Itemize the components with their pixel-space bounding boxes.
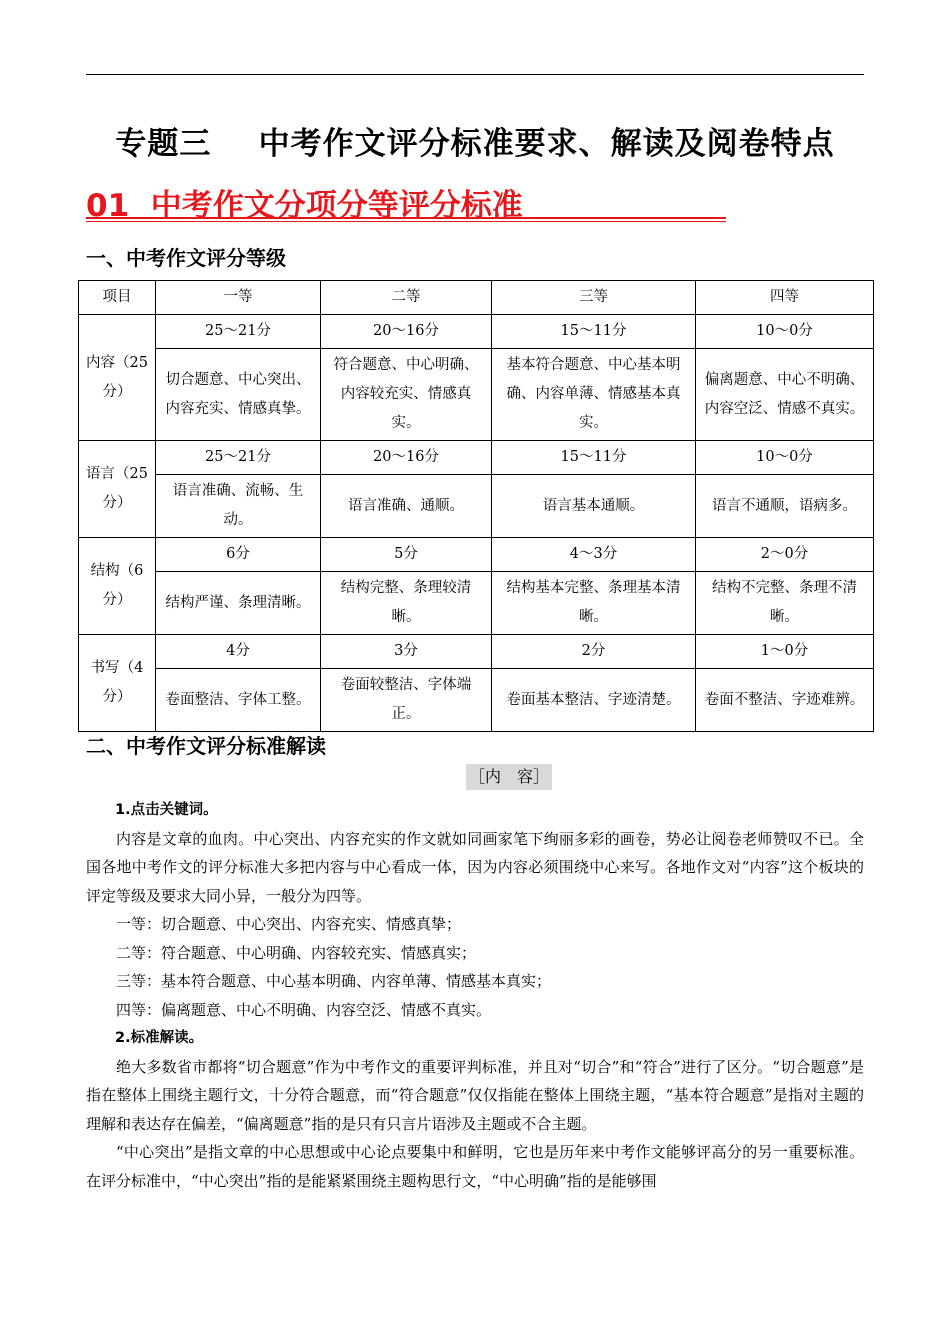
table-score-cell: 4分	[156, 635, 321, 669]
table-desc-cell: 语言准确、流畅、生动。	[156, 475, 321, 538]
table-score-cell: 15～11分	[492, 441, 696, 475]
table-score-cell: 10～0分	[696, 441, 874, 475]
table-score-cell: 2分	[492, 635, 696, 669]
table-desc-cell: 切合题意、中心突出、内容充实、情感真挚。	[156, 349, 321, 441]
table-score-cell: 25～21分	[156, 441, 321, 475]
table-score-cell: 25～21分	[156, 315, 321, 349]
document-title: 专题三 中考作文评分标准要求、解读及阅卷特点	[115, 126, 835, 162]
table-row-desc	[79, 572, 874, 635]
table-score-cell: 10～0分	[696, 315, 874, 349]
table-desc-cell: 语言基本通顺。	[492, 475, 696, 538]
table-score-cell: 1～0分	[696, 635, 874, 669]
table-row-score	[79, 441, 874, 475]
table-score-cell: 20～16分	[321, 441, 492, 475]
table-row-desc	[79, 669, 874, 732]
subheading: 1.点击关键词。	[115, 802, 218, 818]
table-row-score	[79, 538, 874, 572]
paragraph: 绝大多数省市都将“切合题意”作为中考作文的重要评判标准，并且对“切合”和“符合”进行了区分。“切合题意”是指在整体上围绕主题行文，十分符合题意，而“符合题意”仅仅指能在整体上围绕主题，“基本符合题意”是指对主题的理解和表达存在偏差，“偏离题意”指的是只有只言片语涉及主题或不合主题。	[86, 1057, 864, 1133]
table-row-desc	[79, 349, 874, 441]
section-underline-thin	[86, 221, 726, 222]
body-text	[86, 796, 864, 1195]
table-header-cell: 三等	[492, 281, 696, 315]
section-underline	[86, 217, 726, 219]
paragraph: “中心突出”是指文章的中心思想或中心论点要集中和鲜明，它也是历年来中考作文能够评高分的另一重要标准。在评分标准中，“中心突出”指的是能紧紧围绕主题构思行文，“中心明确”指的是能够围	[86, 1143, 864, 1190]
table-score-cell: 15～11分	[492, 315, 696, 349]
table-item-cell: 语言（25分）	[79, 441, 156, 538]
table-desc-cell: 符合题意、中心明确、内容较充实、情感真实。	[321, 349, 492, 441]
paragraph: 一等：切合题意、中心突出、内容充实、情感真挚；	[116, 915, 462, 933]
heading-grading-levels: 一、中考作文评分等级	[86, 246, 286, 270]
table-header-cell: 一等	[156, 281, 321, 315]
table-header-cell: 二等	[321, 281, 492, 315]
paragraph: 四等：偏离题意、中心不明确、内容空泛、情感不真实。	[116, 1000, 492, 1019]
table-item-cell: 书写（4分）	[79, 635, 156, 732]
table-row-desc	[79, 475, 874, 538]
table-header-cell: 四等	[696, 281, 874, 315]
table-item-cell: 内容（25分）	[79, 315, 156, 441]
table-desc-cell: 结构严谨、条理清晰。	[156, 572, 321, 635]
table-desc-cell: 基本符合题意、中心基本明确、内容单薄、情感基本真实。	[492, 349, 696, 441]
table-score-cell: 20～16分	[321, 315, 492, 349]
table-desc-cell: 结构完整、条理较清晰。	[321, 572, 492, 635]
table-header-row	[79, 281, 874, 315]
table-desc-cell: 语言不通顺，语病多。	[696, 475, 874, 538]
table-item-cell: 结构（6分）	[79, 538, 156, 635]
table-desc-cell: 语言准确、通顺。	[321, 475, 492, 538]
subheading: 2.标准解读。	[115, 1030, 204, 1046]
heading-interpretation: 二、中考作文评分标准解读	[86, 734, 326, 758]
table-desc-cell: 卷面较整洁、字体端正。	[321, 669, 492, 732]
grading-table	[78, 280, 874, 732]
table-desc-cell: 卷面不整洁、字迹难辨。	[696, 669, 874, 732]
paragraph: 内容是文章的血肉。中心突出、内容充实的作文就如同画家笔下绚丽多彩的画卷，势必让阅卷老师赞叹不已。全国各地中考作文的评分标准大多把内容与中心看成一体，因为内容必须围绕中心来写。各地作文对“内容”这个板块的评定等级及要求大同小异，一般分为四等。	[86, 829, 864, 905]
table-desc-cell: 偏离题意、中心不明确、内容空泛、情感不真实。	[696, 349, 874, 441]
table-row-score	[79, 315, 874, 349]
table-score-cell: 5分	[321, 538, 492, 572]
content-tag: ［内 容］	[466, 764, 552, 790]
table-row-score	[79, 635, 874, 669]
table-desc-cell: 卷面整洁、字体工整。	[156, 669, 321, 732]
section-heading-01: 01 中考作文分项分等评分标准	[86, 188, 523, 224]
paragraph: 三等：基本符合题意、中心基本明确、内容单薄、情感基本真实；	[116, 972, 552, 990]
header-rule	[86, 74, 864, 75]
table-desc-cell: 结构基本完整、条理基本清晰。	[492, 572, 696, 635]
table-desc-cell: 卷面基本整洁、字迹清楚。	[492, 669, 696, 732]
table-score-cell: 3分	[321, 635, 492, 669]
paragraph: 二等：符合题意、中心明确、内容较充实、情感真实；	[116, 943, 477, 962]
table-score-cell: 4～3分	[492, 538, 696, 572]
table-score-cell: 2～0分	[696, 538, 874, 572]
table-score-cell: 6分	[156, 538, 321, 572]
table-desc-cell: 结构不完整、条理不清晰。	[696, 572, 874, 635]
table-header-cell: 项目	[79, 281, 156, 315]
